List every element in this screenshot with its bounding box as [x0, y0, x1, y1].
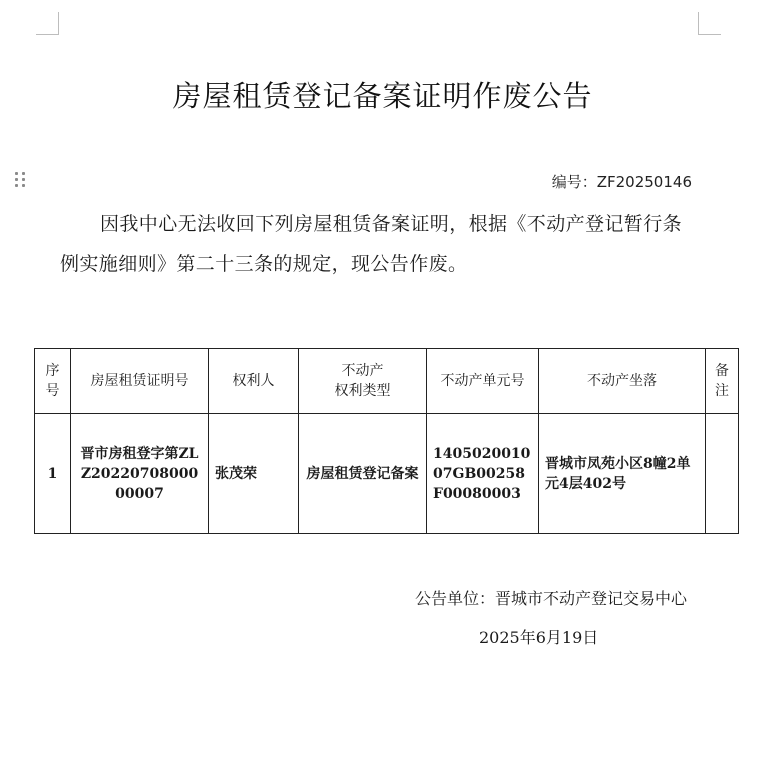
cell-remark	[706, 414, 739, 534]
drag-handle-icon[interactable]	[15, 172, 29, 188]
issuing-unit-name: 晋城市不动产登记交易中心	[494, 589, 687, 608]
issuing-unit-label: 公告单位：	[414, 589, 495, 608]
cell-location: 晋城市凤苑小区8幢2单元4层402号	[539, 414, 706, 534]
header-remark: 备 注	[706, 349, 739, 414]
document-number	[552, 171, 692, 192]
header-location: 不动产坐落	[539, 349, 706, 414]
page-corner-top-left	[36, 12, 59, 35]
header-unit-no: 不动产单元号	[427, 349, 539, 414]
document-title: 房屋租赁登记备案证明作废公告	[172, 79, 593, 113]
cell-seq: 1	[35, 414, 71, 534]
page-corner-top-right	[698, 12, 721, 35]
issue-date: 2025年6月19日	[479, 628, 599, 647]
issuing-unit	[415, 586, 687, 609]
header-owner: 权利人	[209, 349, 299, 414]
cell-cert-no: 晋市房租登字第ZLZ2022070800000007	[71, 414, 209, 534]
header-cert-no: 房屋租赁证明号	[71, 349, 209, 414]
table-header-row	[35, 349, 739, 414]
records-table	[34, 348, 739, 534]
cell-owner: 张茂荣	[209, 414, 299, 534]
document-number-label: 编号：	[551, 173, 597, 191]
header-right-type: 不动产 权利类型	[299, 349, 427, 414]
cell-right-type: 房屋租赁登记备案	[299, 414, 427, 534]
document-number-value: ZF20250146	[596, 173, 692, 191]
notice-body: 因我中心无法收回下列房屋租赁备案证明，根据《不动产登记暂行条例实施细则》第二十三条的规定，现公告作废。	[60, 213, 683, 275]
cell-unit-no: 140502001007GB00258F00080003	[427, 414, 539, 534]
table-row	[35, 414, 739, 534]
header-seq: 序 号	[35, 349, 71, 414]
